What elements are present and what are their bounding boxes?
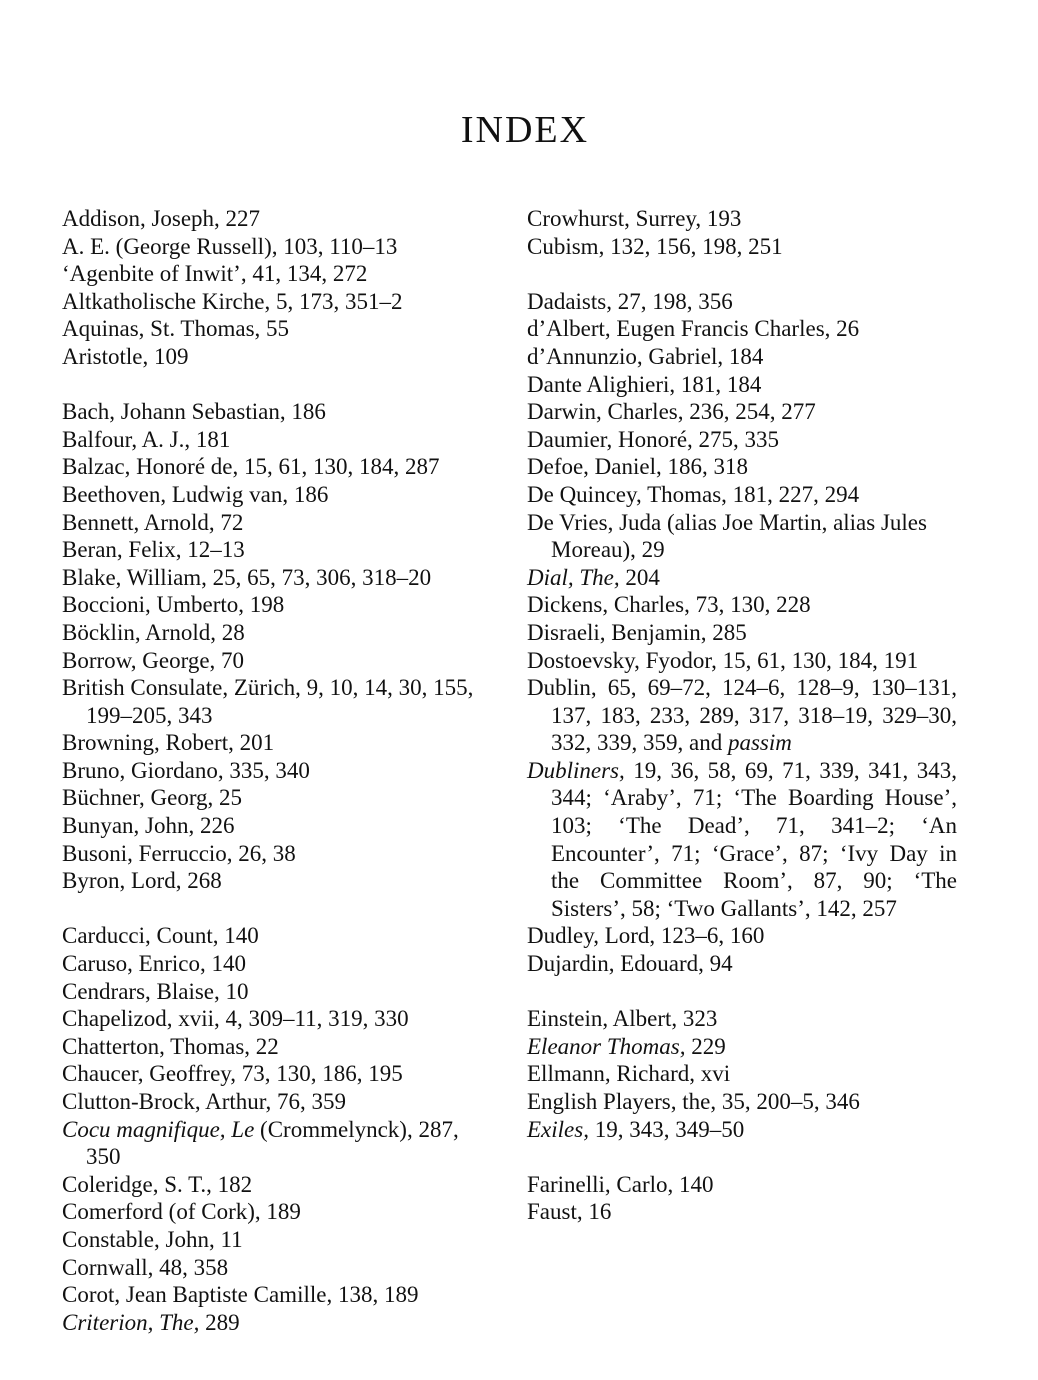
index-column-left	[62, 205, 494, 1336]
index-entry: Cornwall, 48, 358	[62, 1254, 229, 1280]
index-entry: Beethoven, Ludwig van, 186	[62, 481, 329, 507]
italic-title: Criterion, The,	[62, 1309, 200, 1335]
index-entry	[62, 1116, 494, 1171]
index-group-c-cont	[527, 205, 957, 260]
index-entry: Constable, John, 11	[62, 1226, 243, 1252]
index-entry: Defoe, Daniel, 186, 318	[527, 454, 748, 480]
group-spacer	[527, 260, 957, 288]
index-entry: Clutton-Brock, Arthur, 76, 359	[62, 1089, 347, 1114]
index-entry: Einstein, Albert, 323	[527, 1006, 718, 1032]
group-spacer	[527, 1143, 957, 1171]
index-entry: ‘Agenbite of Inwit’, 41, 134, 272	[62, 261, 368, 287]
index-entry: Bach, Johann Sebastian, 186	[62, 399, 326, 425]
entry-pages: 19, 36, 58, 69, 71, 339, 341, 343, 344; ‘Araby’, 71; ‘The Boarding House’, 103; ‘The Dead’, 71, 341–2; ‘An Encounter’, 71; ‘Grace’, 87; ‘Ivy Day in the Committee Room’, 87, 90; ‘The Sisters’, 58; ‘Two Gallants’, 142, 257	[551, 757, 957, 921]
index-entry: Byron, Lord, 268	[62, 868, 222, 894]
index-column-right	[527, 205, 957, 1226]
index-entry: d’Albert, Eugen Francis Charles, 26	[527, 316, 860, 342]
index-entry: Carducci, Count, 140	[62, 923, 259, 949]
group-spacer	[62, 895, 494, 923]
index-entry: Balfour, A. J., 181	[62, 426, 231, 452]
entry-pages: 229	[685, 1033, 726, 1059]
index-entry: Addison, Joseph, 227	[62, 206, 261, 231]
index-entry	[62, 1309, 494, 1337]
index-entry: Crowhurst, Surrey, 193	[527, 206, 742, 231]
index-entry: Dickens, Charles, 73, 130, 228	[527, 592, 811, 618]
index-entry	[527, 1116, 957, 1144]
index-entry: d’Annunzio, Gabriel, 184	[527, 343, 764, 369]
index-entry: Bruno, Giordano, 335, 340	[62, 757, 310, 783]
italic-title: Dial, The,	[527, 564, 620, 590]
index-entry: Coleridge, S. T., 182	[62, 1171, 253, 1197]
index-entry	[527, 757, 957, 923]
index-entry	[527, 1033, 957, 1061]
index-group-e	[527, 1005, 957, 1143]
index-entry: Faust, 16	[527, 1199, 612, 1225]
index-entry: Aristotle, 109	[62, 343, 189, 369]
index-entry: De Quincey, Thomas, 181, 227, 294	[527, 481, 860, 507]
index-entry: A. E. (George Russell), 103, 110–13	[62, 233, 398, 259]
index-entry: Corot, Jean Baptiste Camille, 138, 189	[62, 1282, 419, 1308]
entry-pages: 204	[619, 564, 660, 590]
index-group-d	[527, 288, 957, 978]
index-entry: Dostoevsky, Fyodor, 15, 61, 130, 184, 191	[527, 647, 919, 673]
index-entry: Caruso, Enrico, 140	[62, 951, 246, 977]
index-entry: Disraeli, Benjamin, 285	[527, 619, 747, 645]
italic-title: Eleanor Thomas,	[527, 1033, 686, 1059]
index-entry: Cubism, 132, 156, 198, 251	[527, 233, 783, 259]
index-entry: Cendrars, Blaise, 10	[62, 978, 249, 1004]
index-entry: Busoni, Ferruccio, 26, 38	[62, 840, 296, 866]
index-group-b	[62, 398, 494, 895]
index-group-c	[62, 922, 494, 1336]
index-entry: Darwin, Charles, 236, 254, 277	[527, 399, 816, 425]
index-entry: English Players, the, 35, 200–5, 346	[527, 1089, 860, 1114]
index-entry: Comerford (of Cork), 189	[62, 1199, 301, 1225]
italic-title: Dubliners,	[527, 757, 625, 783]
index-entry: Chaucer, Geoffrey, 73, 130, 186, 195	[62, 1061, 403, 1087]
entry-pages: (Crommelynck), 287, 350	[86, 1116, 459, 1170]
index-entry: British Consulate, Zürich, 9, 10, 14, 30, 155, 199–205, 343	[62, 675, 474, 728]
entry-text: Dublin, 65, 69–72, 124–6, 128–9, 130–131, 137, 183, 233, 289, 317, 318–19, 329–30, 332, 339, 359, and	[527, 675, 957, 756]
index-entry: Farinelli, Carlo, 140	[527, 1171, 714, 1197]
entry-pages: 19, 343, 349–50	[588, 1116, 745, 1142]
index-entry: Aquinas, St. Thomas, 55	[62, 316, 290, 342]
index-entry: Beran, Felix, 12–13	[62, 537, 245, 563]
italic-term: passim	[727, 730, 792, 756]
index-entry: Boccioni, Umberto, 198	[62, 592, 285, 618]
index-entry: Chatterton, Thomas, 22	[62, 1033, 279, 1059]
index-entry: Daumier, Honoré, 275, 335	[527, 426, 780, 452]
index-entry: Chapelizod, xvii, 4, 309–11, 319, 330	[62, 1006, 409, 1032]
italic-title: Cocu magnifique, Le	[62, 1116, 255, 1142]
index-entry: Blake, William, 25, 65, 73, 306, 318–20	[62, 564, 432, 590]
index-entry: Ellmann, Richard, xvi	[527, 1061, 731, 1087]
group-spacer	[62, 371, 494, 399]
index-group-f	[527, 1171, 957, 1226]
italic-title: Exiles,	[527, 1116, 589, 1142]
index-entry: Büchner, Georg, 25	[62, 785, 243, 811]
index-entry: Borrow, George, 70	[62, 647, 245, 673]
index-entry: Bennett, Arnold, 72	[62, 509, 244, 535]
index-entry: Browning, Robert, 201	[62, 730, 275, 756]
index-entry	[527, 564, 957, 592]
index-entry: Dujardin, Edouard, 94	[527, 951, 733, 977]
index-entry: Dante Alighieri, 181, 184	[527, 371, 762, 397]
index-entry	[527, 674, 957, 757]
group-spacer	[527, 978, 957, 1006]
index-entry: Balzac, Honoré de, 15, 61, 130, 184, 287	[62, 454, 440, 480]
index-entry: Dudley, Lord, 123–6, 160	[527, 923, 765, 949]
page-title: INDEX	[460, 109, 590, 151]
index-group-a	[62, 205, 494, 371]
index-entry: Böcklin, Arnold, 28	[62, 619, 245, 645]
index-entry: Altkatholische Kirche, 5, 173, 351–2	[62, 288, 403, 314]
index-entry: De Vries, Juda (alias Joe Martin, alias Jules Moreau), 29	[527, 509, 927, 563]
entry-pages: 289	[199, 1309, 240, 1335]
index-entry: Dadaists, 27, 198, 356	[527, 288, 733, 314]
index-entry: Bunyan, John, 226	[62, 813, 235, 839]
